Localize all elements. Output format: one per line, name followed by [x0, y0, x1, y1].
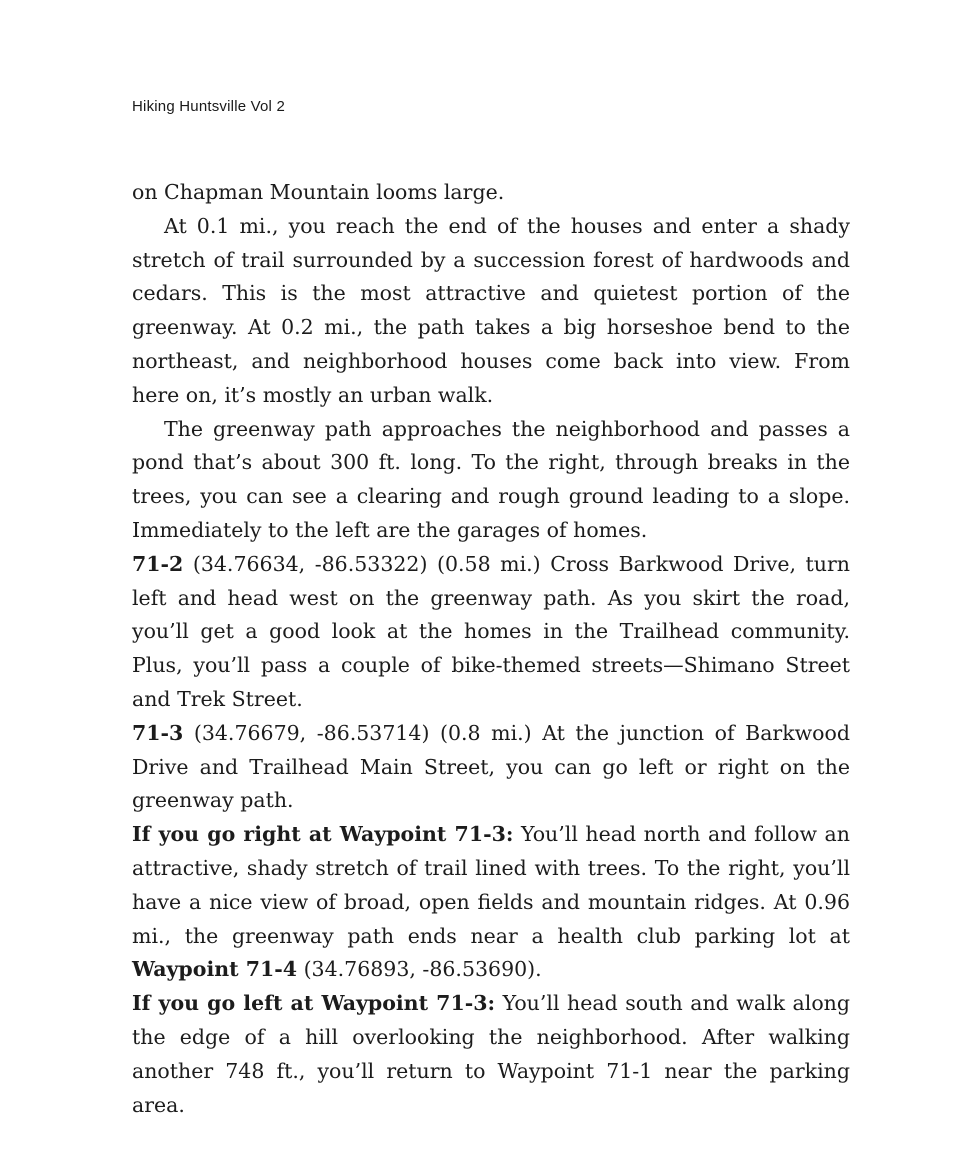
waypoint-71-4-label: Waypoint 71-4 [132, 957, 298, 982]
go-right-text: You’ll head north and follow an attractive, shady stretch of trail lined with trees. To the right, you’ll have a nice view of broad, open fields and mountain ridges. At 0.96 mi., the greenway path ends near a health club parking lot at [132, 822, 850, 948]
paragraph-pond: The greenway path approaches the neighborhood and passes a pond that’s about 300 ft. long. To the right, through breaks in the trees, you can see a clearing and rough ground leading to a slope. Immediately to the left are the garages of homes. [132, 416, 850, 542]
waypoint-71-3-text: (34.76679, -86.53714) (0.8 mi.) At the junction of Barkwood Drive and Trailhead Main Street, you can go left or right on the greenway path. [132, 720, 850, 813]
waypoint-71-2-label: 71-2 [132, 551, 184, 576]
waypoint-71-3-entry [132, 717, 850, 818]
go-right-label: If you go right at Waypoint 71-3: [132, 822, 514, 847]
paragraph-succession-forest: At 0.1 mi., you reach the end of the houses and enter a shady stretch of trail surrounded by a succession forest of hardwoods and cedars. This is the most attractive and quietest portion of the greenway. At 0.2 mi., the path takes a big horseshoe bend to the northeast, and neighborhood houses come back into view. From here on, it’s mostly an urban walk. [132, 213, 850, 407]
running-head: Hiking Huntsville Vol 2 [132, 98, 286, 115]
waypoint-71-2-text: (34.76634, -86.53322) (0.58 mi.) Cross Barkwood Drive, turn left and head west on the greenway path. As you skirt the road, you’ll get a good look at the homes in the Trailhead community. Plus, you’ll pass a couple of bike-themed streets—Shimano Street and Trek Street. [132, 551, 850, 711]
go-left-text: You’ll head south and walk along the edge of a hill overlooking the neighborhood. After walking another 748 ft., you’ll return to Waypoint 71-1 near the parking area. [132, 991, 850, 1117]
go-left-label: If you go left at Waypoint 71-3: [132, 991, 496, 1016]
waypoint-71-3-label: 71-3 [132, 720, 184, 745]
waypoint-71-4-coords: (34.76893, -86.53690). [297, 957, 542, 982]
go-left-option [132, 987, 850, 1122]
paragraph-continuation: on Chapman Mountain looms large. [132, 180, 505, 204]
page-body [132, 176, 850, 1122]
go-right-option [132, 818, 850, 987]
waypoint-71-2-entry [132, 548, 850, 717]
